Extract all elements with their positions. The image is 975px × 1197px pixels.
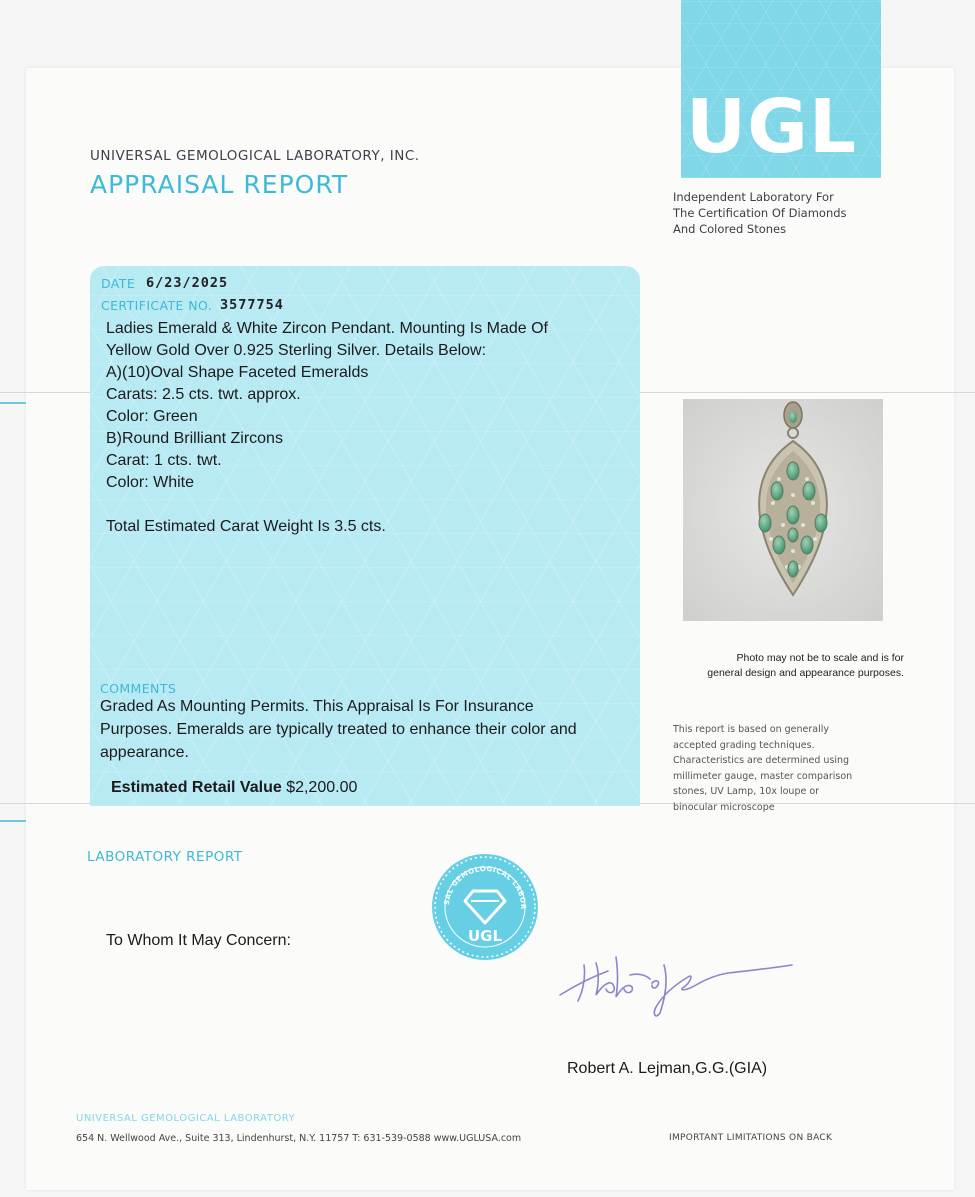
grading-note-line: binocular microscope	[673, 801, 775, 813]
pendant-photo	[683, 399, 883, 621]
seal-ring-text: SAL GEMOLOGICAL LABOR	[442, 864, 528, 910]
grading-note-line: Characteristics are determined using	[673, 755, 850, 766]
footer-address: 654 N. Wellwood Ave., Suite 313, Lindenhurst, N.Y. 11757 T: 631-539-0588 www.UGLUSA.com	[76, 1133, 522, 1144]
laboratory-report-label: LABORATORY REPORT	[87, 849, 243, 865]
comments-line: Purposes. Emeralds are typically treated to enhance their color and	[100, 721, 577, 738]
tagline-line: And Colored Stones	[673, 222, 787, 236]
grading-note	[673, 722, 873, 815]
salutation: To Whom It May Concern:	[106, 932, 291, 949]
seal-icon	[431, 853, 539, 961]
item-description	[106, 318, 626, 538]
pendant-image	[683, 399, 883, 621]
tagline-line: Independent Laboratory For	[673, 190, 834, 204]
description-line: A)(10)Oval Shape Faceted Emeralds	[106, 364, 369, 381]
description-spacer	[106, 494, 626, 516]
grading-note-line: stones, UV Lamp, 10x loupe or	[673, 786, 820, 797]
description-line: Carat: 1 cts. twt.	[106, 452, 222, 469]
grading-note-line: This report is based on generally	[673, 724, 829, 735]
tagline-line: The Certification Of Diamonds	[673, 206, 847, 220]
comments-text	[100, 695, 660, 764]
comments-label: COMMENTS	[100, 681, 177, 696]
description-line: Ladies Emerald & White Zircon Pendant. Mounting Is Made Of	[106, 320, 548, 337]
company-name: UNIVERSAL GEMOLOGICAL LABORATORY, INC.	[90, 148, 420, 164]
description-line: Carats: 2.5 cts. twt. approx.	[106, 386, 301, 403]
certificate-number: 3577754	[220, 297, 284, 313]
photo-caption	[670, 651, 910, 681]
description-line: Total Estimated Carat Weight Is 3.5 cts.	[106, 518, 386, 535]
footer-lab-name: UNIVERSAL GEMOLOGICAL LABORATORY	[76, 1113, 296, 1124]
ugl-seal	[431, 853, 539, 961]
date-value: 6/23/2025	[146, 275, 229, 291]
signature	[556, 935, 806, 1025]
description-line: Yellow Gold Over 0.925 Sterling Silver. Details Below:	[106, 342, 487, 359]
estimated-retail-value	[111, 779, 357, 797]
retail-label: Estimated Retail Value	[111, 779, 282, 796]
date-label: DATE	[101, 276, 136, 291]
description-line: Color: White	[106, 474, 195, 491]
grading-note-line: millimeter gauge, master comparison	[673, 770, 853, 782]
description-line: Color: Green	[106, 408, 198, 425]
caption-line: general design and appearance purposes.	[707, 667, 904, 679]
signer-name: Robert A. Lejman,G.G.(GIA)	[567, 1060, 768, 1077]
lab-tagline	[673, 189, 873, 237]
caption-line: Photo may not be to scale and is for	[736, 652, 904, 664]
retail-amount: $2,200.00	[286, 779, 358, 796]
comments-line: appearance.	[100, 744, 189, 761]
footer-limitations: IMPORTANT LIMITATIONS ON BACK	[669, 1133, 833, 1143]
signature-image	[556, 935, 806, 1025]
seal-logo-text: UGL	[467, 927, 503, 945]
certificate-label: CERTIFICATE NO.	[101, 298, 213, 313]
fold-marker	[0, 402, 26, 404]
grading-note-line: accepted grading techniques.	[673, 739, 815, 751]
fold-marker	[0, 820, 26, 822]
ugl-logo: UGL	[686, 84, 857, 170]
comments-line: Graded As Mounting Permits. This Appraisal Is For Insurance	[100, 698, 534, 715]
description-line: B)Round Brilliant Zircons	[106, 430, 283, 447]
page-title: APPRAISAL REPORT	[90, 170, 349, 199]
